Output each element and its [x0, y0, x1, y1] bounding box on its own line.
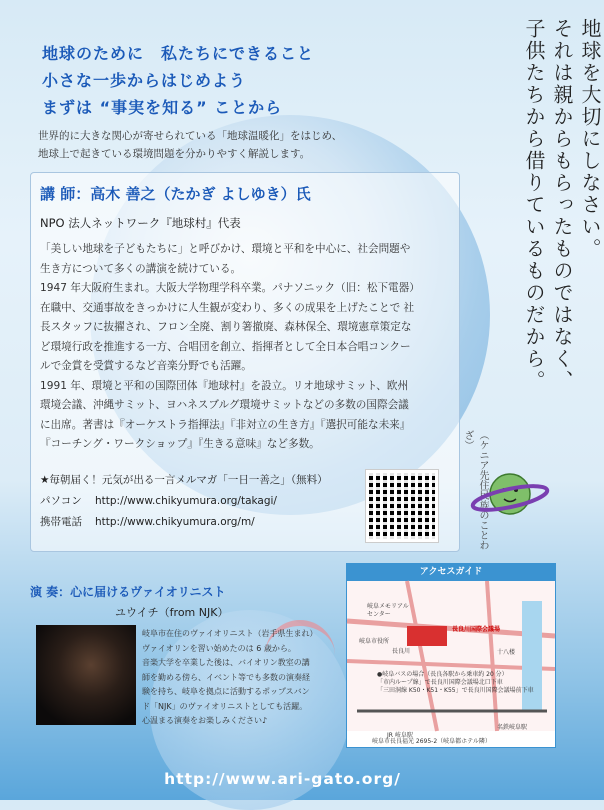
speaker-title: 講 師：高木 善之（たかぎ よしゆき）氏: [40, 185, 311, 203]
access-map: アクセスガイド 岐阜メモリアル センター 長良川国際会議場 岐阜市役所 長良川 十八楼 JR 岐阜駅 名鉄岐阜駅 ●岐阜バスの場合（長良各駅から乗車約 20 分） 「市内ループ線」で長良川国際会議場北口下車 「三田洞線 K50・K51・K55」で長良川国際会議場前下車 岐阜市長良福光 2695-2（岐阜都ホテル隣）: [346, 563, 556, 748]
speaker-bio: 「美しい地球を子どもたちに」と呼びかけ、環境と平和を中心に、社会問題や 生き方について多くの講演を続けている。 1947 年大阪府生まれ。大阪大学物理学科卒業。パナソニック（旧：松下電器） 在職中、交通事故をきっかけに人生観が変わり、多くの成果を上げたことで 社 長スタッフに抜擢され、フロン全廃、割り箸撤廃、森林保全、環境憲章策定な ど環境行政を推進する一方、合唱団を創立、指揮者として全日本合唱コンクー ルで金賞を受賞するなど音楽分野でも活躍。 1991 年、環境と平和の国際団体『地球村』を設立。リオ地球サミット、欧州 環境会議、沖縄サミット、ヨハネスブルグ環境サミットなどの多数の国際会議 に出席。著書は『オーケストラ指揮法』『非対立の生き方』『選択可能な未来』 『コーチング・ワークショップ』『生きる意味』など多数。: [40, 243, 420, 450]
vertical-quote: 地球を大切にしなさい。 それは親からもらったものではなく、 子供たちから借りているものだから。: [522, 18, 602, 392]
planet-mascot-icon: [470, 462, 550, 524]
quote-source: （ケニア先住民族のことわざ）: [462, 430, 488, 550]
footer-url[interactable]: http://www.ari-gato.org/: [164, 770, 401, 788]
performer-photo: [36, 625, 136, 725]
map-header: アクセスガイド: [347, 564, 555, 581]
performance-title: 演 奏：心に届けるヴァイオリニスト: [30, 585, 226, 599]
pc-link[interactable]: http://www.chikyumura.org/takagi/: [95, 495, 277, 507]
intro-text: 世界的に大きな関心が寄せられている「地球温暖化」をはじめ、 地球上で起きている環境問題を分かりやすく解説します。: [38, 130, 343, 160]
headline: 地球のために 私たちにできること 小さな一歩からはじめよう まずは “事実を知る” ことから: [42, 44, 315, 117]
performer-name: ユウイチ（from NJK）: [115, 606, 229, 619]
qr-code[interactable]: [366, 470, 438, 542]
mobile-link[interactable]: http://www.chikyumura.org/m/: [95, 516, 255, 528]
mail-info: ★毎朝届く！元気が出る一言メルマガ「一日一善之」（無料） パソコン http://www.chikyumura.org/takagi/ 携帯電話 http://www.chikyumura.org/m/: [40, 474, 328, 528]
performer-description: 岐阜市在住のヴァイオリニスト（岩手県生まれ） ヴァイオリンを習い始めたのは 6 歳から。 音楽大学を卒業した後は、バイオリン教室の講 師を勤める傍ら、イベント等でも多数の演奏経 験を持ち、岐阜を拠点に活動するポップスバン ド「NJK」のヴァイオリニストとしても活躍。 心温まる演奏をお楽しみください♪: [142, 629, 318, 725]
speaker-org: NPO 法人ネットワーク『地球村』代表: [40, 216, 241, 230]
